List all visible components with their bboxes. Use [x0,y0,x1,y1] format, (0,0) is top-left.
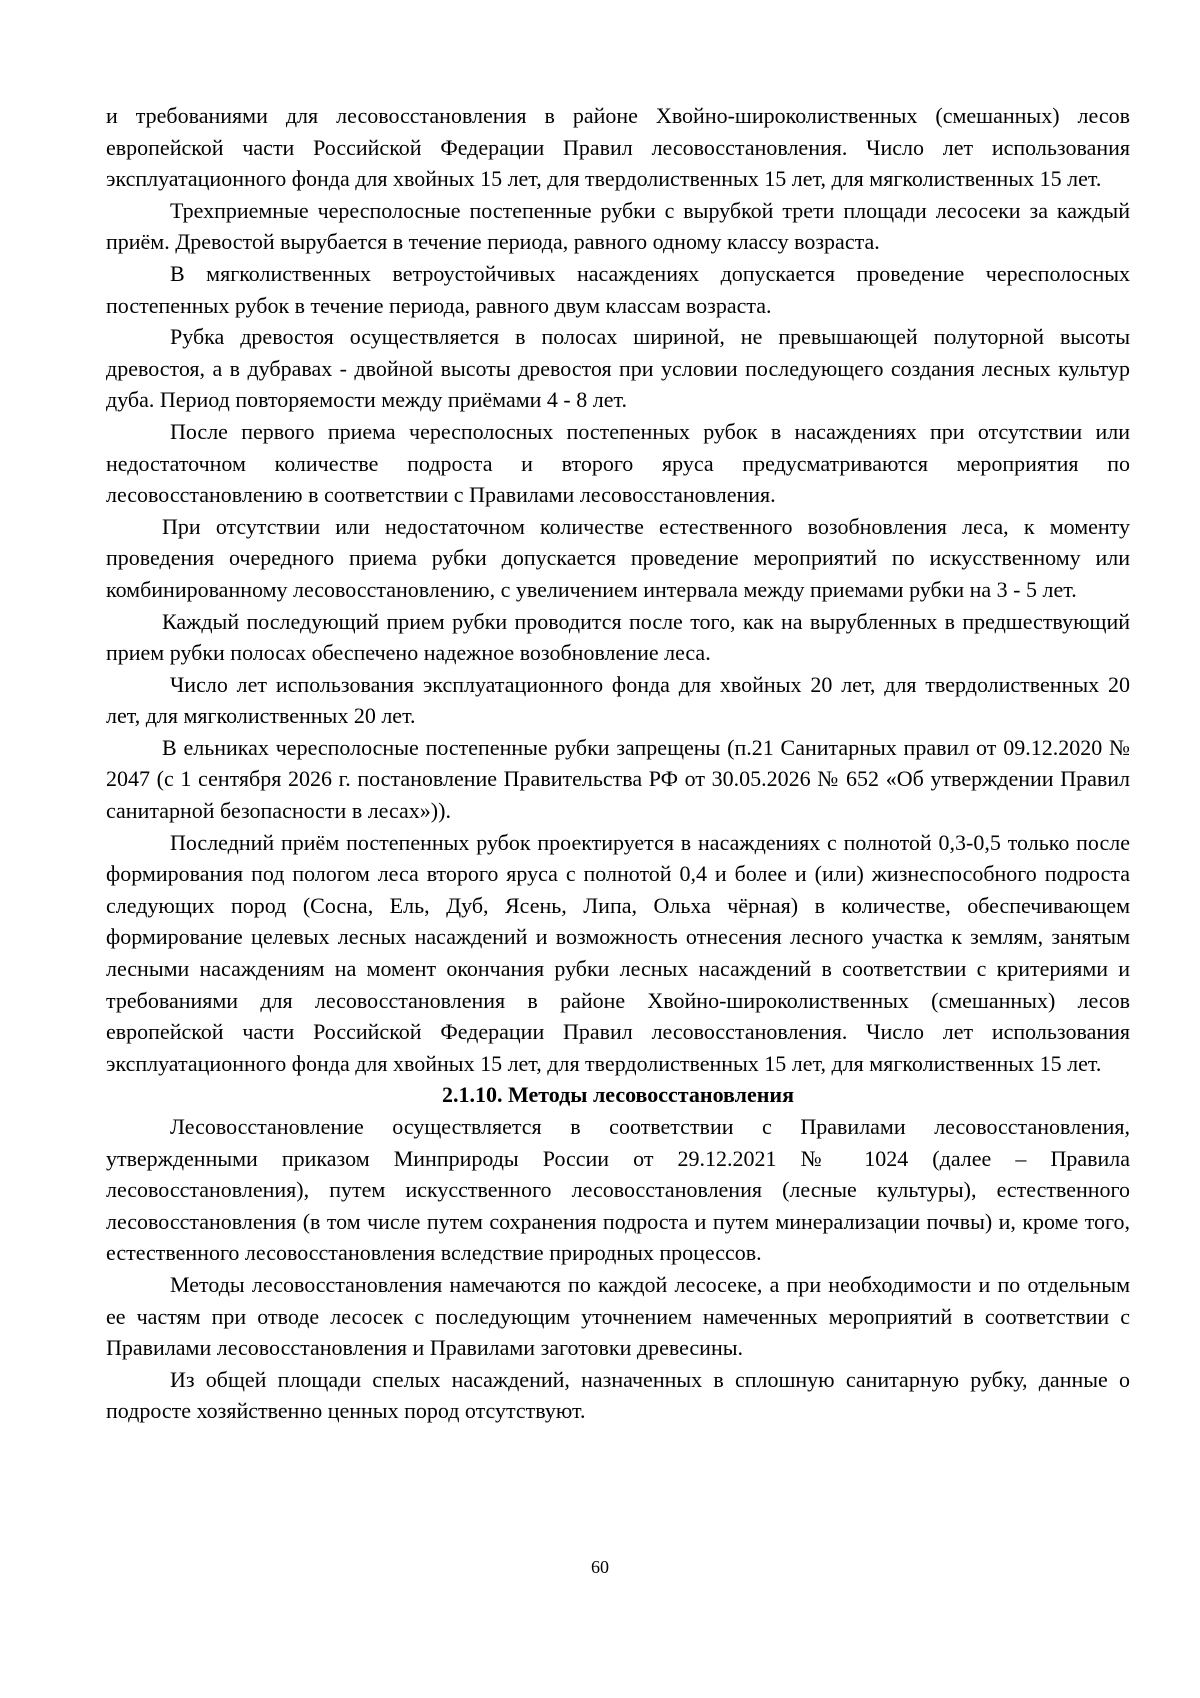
paragraph: Из общей площади спелых насаждений, назначенных в сплошную санитарную рубку, данные о подросте хозяйственно ценных пород отсутствуют. [106,1366,1130,1424]
paragraph: Лесовосстановление осуществляется в соответствии с Правилами лесовосстановления, утвержденными приказом Минприроды России от 29.12.2021 № 1024 (далее – Правила лесовосстановления), путем искусственного лесовосстановления (лесные культуры), естественного лесовосстановления (в том числе путем сохранения подроста и путем минерализации почвы) и, кроме того, естественного лесовосстановления вследствие природных процессов. [106,1114,1130,1266]
paragraph: Число лет использования эксплуатационного фонда для хвойных 20 лет, для твердолиственных 20 лет, для мягколиственных 20 лет. [106,671,1130,729]
page-number: 60 [591,1557,609,1577]
paragraph: В ельниках чересполосные постепенные рубки запрещены (п.21 Санитарных правил от 09.12.2020 № 2047 (с 1 сентября 2026 г. постановление Правительства РФ от 30.05.2026 № 652 «Об утверждении Правил санитарной безопасности в лесах»)). [106,734,1130,824]
section-heading: 2.1.10. Методы лесовосстановления [442,1082,794,1108]
paragraph: При отсутствии или недостаточном количестве естественного возобновления леса, к моменту проведения очередного приема рубки допускается проведение мероприятий по искусственному или комбинированному лесовосстановлению, с увеличением интервала между приемами рубки на 3 - 5 лет. [106,513,1130,602]
paragraph: Трехприемные чересполосные постепенные рубки с вырубкой трети площади лесосеки за каждый приём. Древостой вырубается в течение периода, равного одному классу возраста. [106,197,1130,255]
paragraph: После первого приема чересполосных постепенных рубок в насаждениях при отсутствии или недостаточном количестве подроста и второго яруса предусматриваются мероприятия по лесовосстановлению в соответствии с Правилами лесовосстановления. [106,418,1130,508]
page-body [106,100,1130,1427]
paragraph: Рубка древостоя осуществляется в полосах шириной, не превышающей полуторной высоты древостоя, а в дубравах - двойной высоты древостоя при условии последующего создания лесных культур дуба. Период повторяемости между приёмами 4 - 8 лет. [106,324,1130,413]
paragraph: Методы лесовосстановления намечаются по каждой лесосеке, а при необходимости и по отдельным ее частям при отводе лесосек с последующим уточнением намеченных мероприятий в соответствии с Правилами лесовосстановления и Правилами заготовки древесины. [106,1271,1130,1361]
paragraph: Каждый последующий прием рубки проводится после того, как на вырубленных в предшествующий прием рубки полосах обеспечено надежное возобновление леса. [106,608,1130,666]
paragraph: Последний приём постепенных рубок проектируется в насаждениях с полнотой 0,3-0,5 только после формирования под пологом леса второго яруса с полнотой 0,4 и более и (или) жизнеспособного подроста следующих пород (Сосна, Ель, Дуб, Ясень, Липа, Ольха чёрная) в количестве, обеспечивающем формирование целевых лесных насаждений и возможность отнесения лесного участка к землям, занятым лесными насаждениям на момент окончания рубки лесных насаждений в соответствии с критериями и требованиями для лесовосстановления в районе Хвойно-широколиственных (смешанных) лесов европейской части Российской Федерации Правил лесовосстановления. Число лет использования эксплуатационного фонда для хвойных 15 лет, для твердолиственных 15 лет, для мягколиственных 15 лет. [106,829,1130,1076]
paragraph: В мягколиственных ветроустойчивых насаждениях допускается проведение чересполосных постепенных рубок в течение периода, равного двум классам возраста. [106,260,1130,318]
paragraph: и требованиями для лесовосстановления в районе Хвойно-широколиственных (смешанных) лесов европейской части Российской Федерации Правил лесовосстановления. Число лет использования эксплуатационного фонда для хвойных 15 лет, для твердолиственных 15 лет, для мягколиственных 15 лет. [106,103,1130,192]
